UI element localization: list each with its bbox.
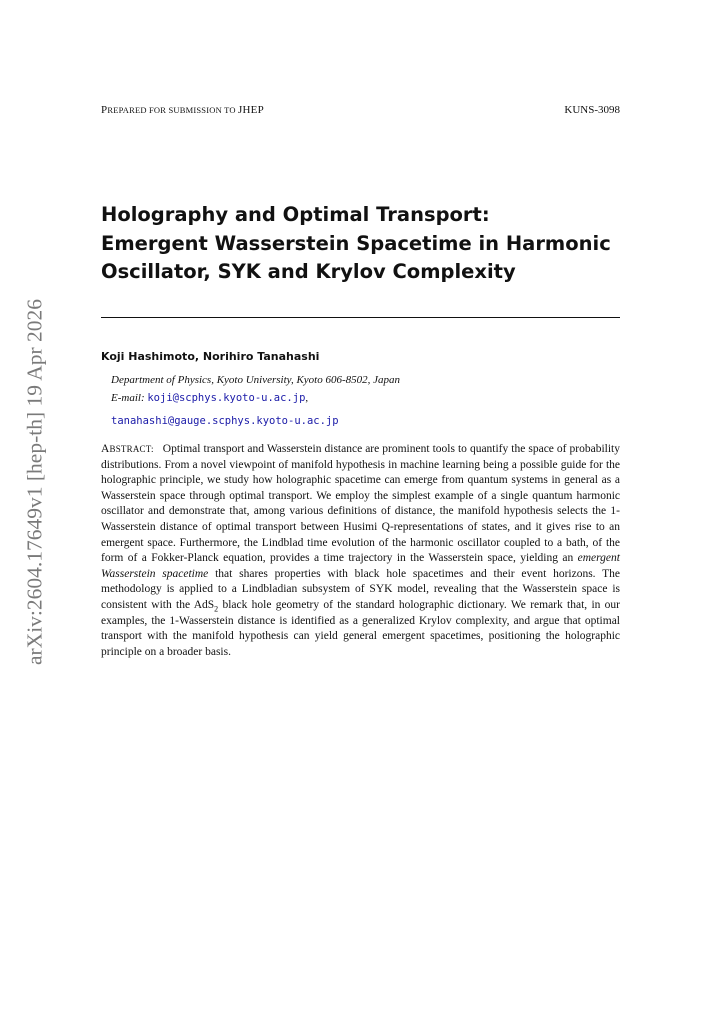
abstract: [101, 442, 620, 660]
title-rule: [101, 317, 620, 318]
arxiv-sidebar: [20, 295, 50, 670]
journal-note-initial: P: [101, 104, 108, 116]
email-separator: ,: [305, 392, 309, 404]
email-line-2: [111, 411, 339, 429]
ads-subscript: 2: [214, 604, 219, 614]
title-line: Emergent Wasserstein Spacetime in Harmonic: [101, 231, 611, 255]
report-number: KUNS-3098: [564, 104, 620, 116]
abstract-emphasis: emergent Wasserstein spacetime: [101, 552, 620, 580]
paper-title: [101, 201, 631, 287]
journal-name: JHEP: [238, 104, 264, 116]
abstract-text: black hole geometry of the standard holographic dictionary. We remark that, in our examples, the 1-Wasserstein distance is identified as a generalized Krylov complexity, and argue that optimal transport with the manifold hypothesis can yield general emergent spacetimes, positioning the holographic principle on a broader basis.: [101, 598, 620, 658]
abstract-label: [101, 443, 154, 455]
email-link-2[interactable]: tanahashi@gauge.scphys.kyoto-u.ac.jp: [111, 415, 339, 427]
email-label: E-mail:: [111, 392, 145, 404]
email-link-1[interactable]: koji@scphys.kyoto-u.ac.jp: [147, 392, 306, 404]
abstract-label-initial: A: [101, 443, 110, 455]
journal-note: [101, 104, 264, 116]
abstract-text: that shares properties with black hole spacetimes and their event horizons. The methodology is applied to a Lindbladian subsystem of SYK model, revealing that the Wasserstein space is consistent with the AdS: [101, 567, 621, 611]
journal-note-rest: REPARED FOR SUBMISSION TO: [107, 105, 239, 115]
abstract-label-rest: BSTRACT:: [109, 444, 154, 454]
title-line: Oscillator, SYK and Krylov Complexity: [101, 260, 516, 283]
abstract-text: Optimal transport and Wasserstein distance are prominent tools to quantify the space of probability distributions. From a novel viewpoint of manifold hypothesis in machine learning being a possible guide for the holographic principle, we study how holographic spacetime can emerge from quantum systems in general as a Wasserstein space through optimal transport. We employ the simplest example of a single quantum harmonic oscillator and demonstrate that, among various definitions of distance, the manifold hypothesis selects the 1-Wasserstein distance of optimal transport between Husimi Q-representations of states, and it gives rise to an emergent space. Furthermore, the Lindblad time evolution of the harmonic oscillator coupled to a bath, of the form of a Fokker-Planck equation, provides a time trajectory in the Wasserstein space, yielding an: [101, 443, 621, 565]
arxiv-stamp: arXiv:2604.17649v1 [hep-th] 19 Apr 2026: [22, 298, 47, 666]
affiliation: Department of Physics, Kyoto University, Kyoto 606-8502, Japan: [111, 374, 401, 386]
title-line: Holography and Optimal Transport:: [101, 203, 490, 226]
author-list: Koji Hashimoto, Norihiro Tanahashi: [101, 350, 320, 363]
email-line: [111, 392, 308, 404]
